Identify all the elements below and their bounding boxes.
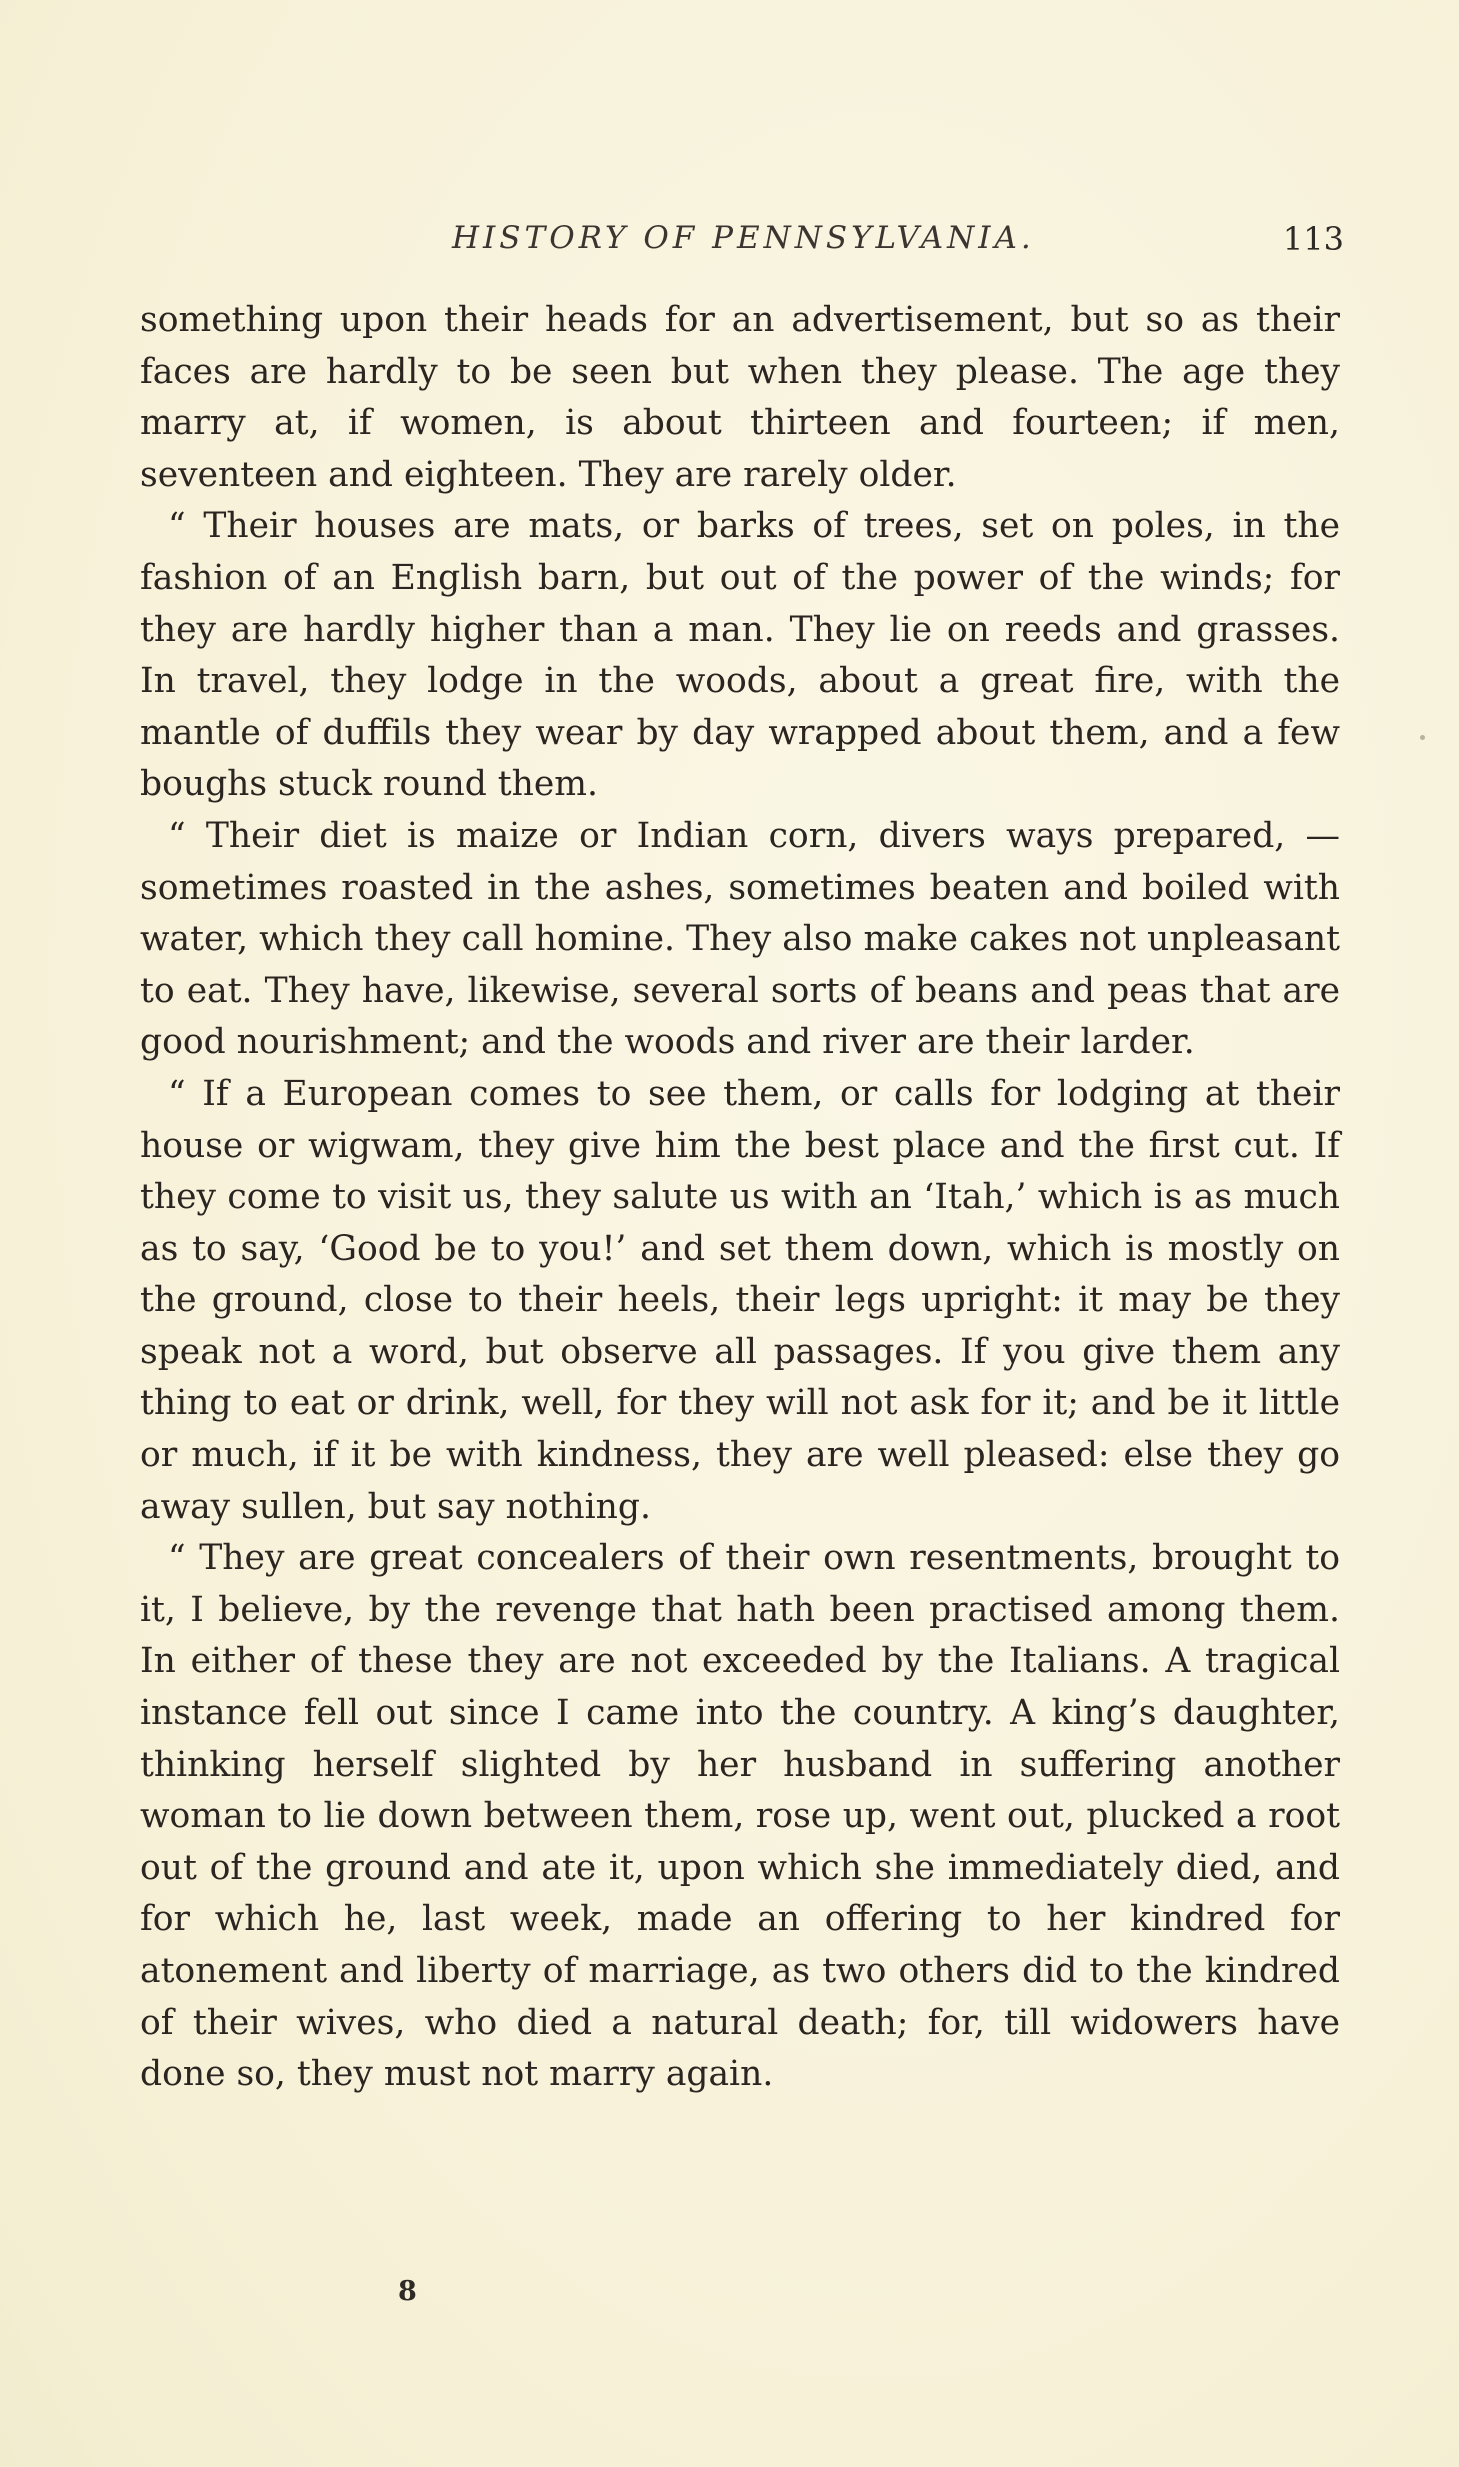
- page-number: 113: [1282, 220, 1344, 258]
- body-text: [140, 295, 1340, 2101]
- margin-dot: [1420, 735, 1425, 740]
- running-title: HISTORY OF PENNSYLVANIA.: [452, 220, 1035, 256]
- paragraph-2: “ Their houses are mats, or barks of trees, set on poles, in the fashion of an English barn, but out of the power of the winds; for they are hardly higher than a man. They lie on reeds and grasses. In travel, they lodge in the woods, about a great fire, with the mantle of duffils they wear by day wrapped about them, and a few boughs stuck round them.: [140, 506, 1340, 805]
- paragraph-1: something upon their heads for an advertisement, but so as their faces are hardly to be seen but when they please. The age they marry at, if women, is about thirteen and fourteen; if men, seventeen and eighteen. They are rarely older.: [140, 300, 1340, 495]
- paragraph-5: “ They are great concealers of their own resentments, brought to it, I believe, by the revenge that hath been practised among them. In either of these they are not exceeded by the Italians. A tragical instance fell out since I came into the country. A king’s daughter, thinking herself slighted by her husband in suffering another woman to lie down between them, rose up, went out, plucked a root out of the ground and ate it, upon which she immediately died, and for which he, last week, made an offering to her kindred for atonement and liberty of marriage, as two others did to the kindred of their wives, who died a natural death; for, till widowers have done so, they must not marry again.: [140, 1538, 1340, 2095]
- running-head: [140, 220, 1344, 270]
- paragraph-4: “ If a European comes to see them, or calls for lodging at their house or wigwam, they give him the best place and the first cut. If they come to visit us, they salute us with an ‘Itah,’ which is as much as to say, ‘Good be to you!’ and set them down, which is mostly on the ground, close to their heels, their legs upright: it may be they speak not a word, but observe all passages. If you give them any thing to eat or drink, well, for they will not ask for it; and be it little or much, if it be with kindness, they are well pleased: else they go away sullen, but say nothing.: [140, 1073, 1340, 1527]
- paragraph-3: “ Their diet is maize or Indian corn, divers ways prepared, — sometimes roasted in the ashes, sometimes beaten and boiled with water, which they call homine. They also make cakes not unpleasant to eat. They have, likewise, several sorts of beans and peas that are good nourishment; and the woods and river are their larder.: [140, 815, 1340, 1063]
- signature-mark: 8: [398, 2276, 417, 2307]
